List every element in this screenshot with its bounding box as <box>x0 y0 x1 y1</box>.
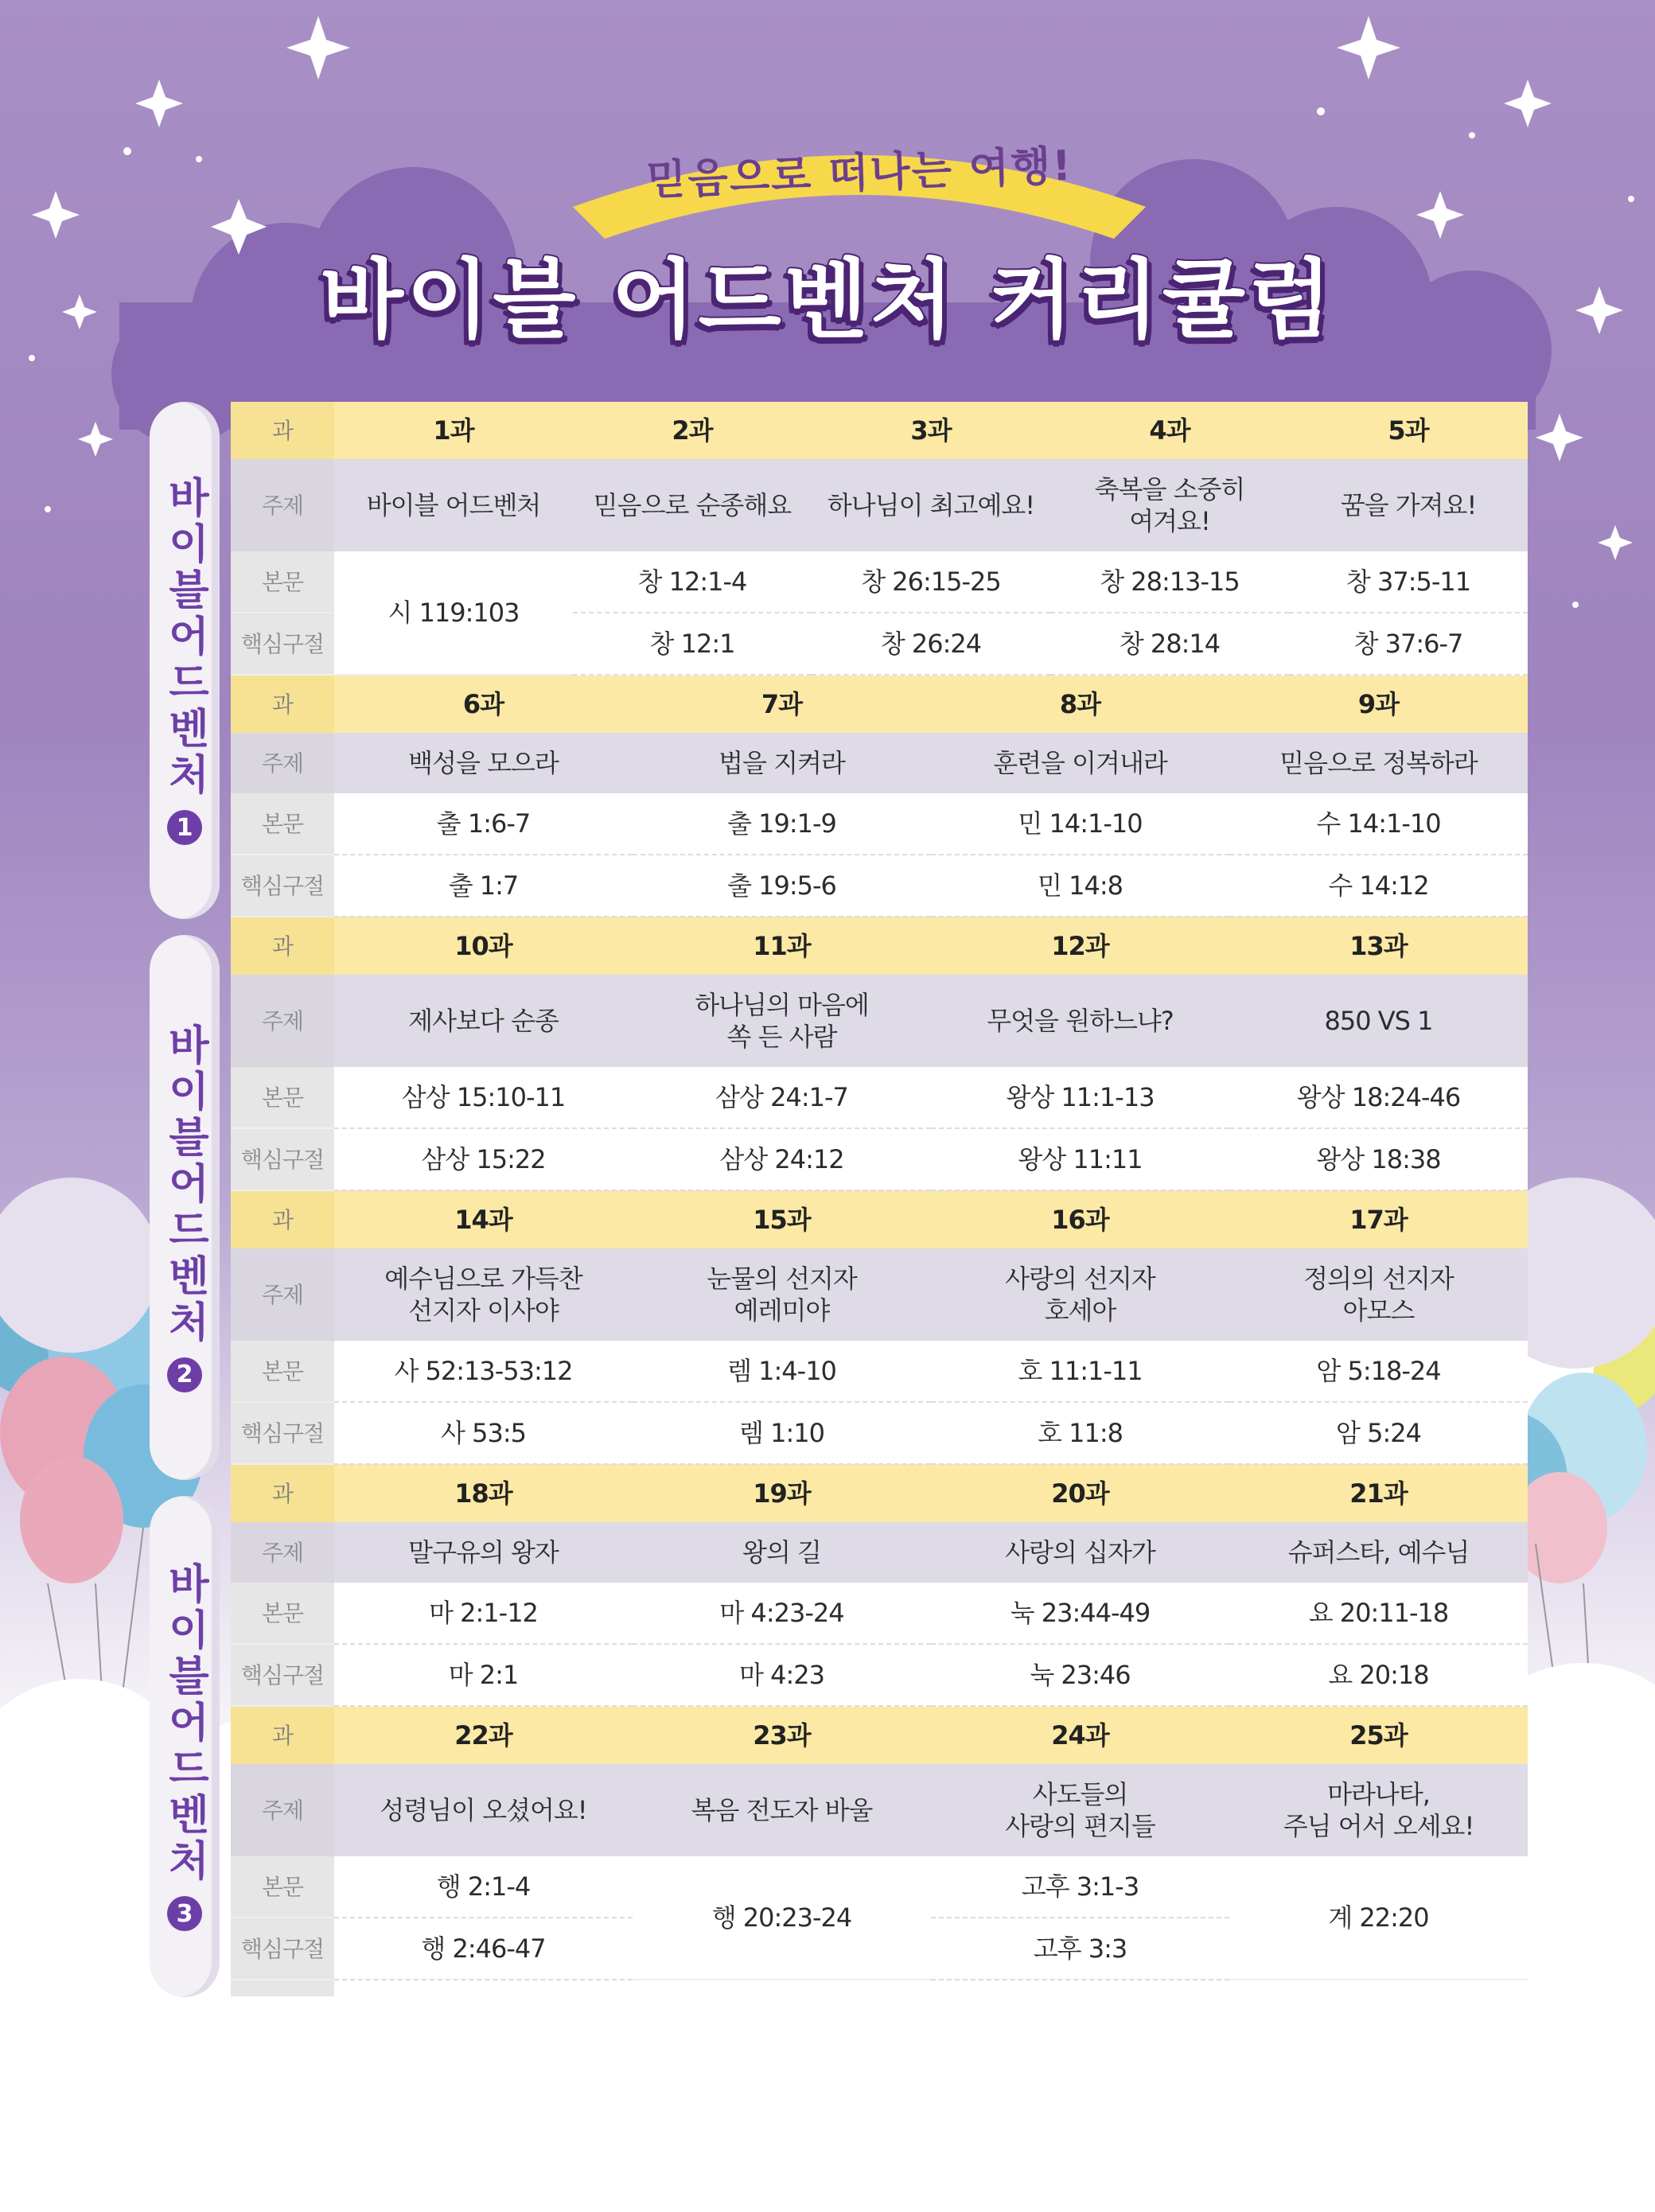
topic-row <box>231 459 1528 551</box>
lesson-row <box>231 917 1528 975</box>
lesson-number: 9과 <box>1229 676 1528 733</box>
sparkle-icon <box>135 80 183 127</box>
verse-cell: 행 2:46-47 <box>334 1918 633 1980</box>
topic-cell: 왕의 길 <box>633 1522 931 1583</box>
row-label: 본문 <box>231 793 334 855</box>
curriculum-block-1 <box>231 402 1528 676</box>
verse-cell: 마 4:23 <box>633 1644 931 1706</box>
table-footer-row <box>231 1980 1528 1996</box>
verse-cell: 요 20:18 <box>1229 1644 1528 1706</box>
side-tab-number: 2 <box>167 1357 202 1392</box>
verse-row <box>231 1644 1528 1706</box>
lesson-number: 8과 <box>931 676 1229 733</box>
lesson-number: 22과 <box>334 1707 633 1764</box>
text-cell: 창 12:1-4 <box>573 551 812 613</box>
topic-cell: 850 VS 1 <box>1229 975 1528 1067</box>
text-cell: 마 2:1-12 <box>334 1583 633 1644</box>
row-label: 본문 <box>231 1856 334 1918</box>
topic-row <box>231 975 1528 1067</box>
verse-cell: 삼상 15:22 <box>334 1128 633 1190</box>
row-label: 주제 <box>231 733 334 793</box>
lesson-number: 13과 <box>1229 917 1528 975</box>
lesson-number: 23과 <box>633 1707 931 1764</box>
text-row <box>231 1583 1528 1644</box>
side-tab-1 <box>150 402 220 919</box>
row-label: 본문 <box>231 551 334 613</box>
lesson-number: 10과 <box>334 917 633 975</box>
topic-cell: 무엇을 원하느냐? <box>931 975 1229 1067</box>
text-cell: 출 1:6-7 <box>334 793 633 855</box>
row-label: 과 <box>231 676 334 733</box>
text-row <box>231 1067 1528 1128</box>
shared-ref-cell: 계 22:20 <box>1229 1856 1528 1980</box>
topic-cell: 사랑의 선지자 호세아 <box>931 1248 1229 1341</box>
text-cell: 삼상 15:10-11 <box>334 1067 633 1128</box>
row-label: 본문 <box>231 1341 334 1402</box>
sparkle-icon <box>1504 80 1552 127</box>
topic-row <box>231 1248 1528 1341</box>
lesson-row <box>231 1707 1528 1764</box>
row-label: 핵심구절 <box>231 1128 334 1190</box>
lesson-number: 11과 <box>633 917 931 975</box>
text-cell: 요 20:11-18 <box>1229 1583 1528 1644</box>
topic-cell: 하나님이 최고예요! <box>812 459 1050 551</box>
footer-filler <box>334 1980 1528 1996</box>
row-label: 핵심구절 <box>231 1402 334 1464</box>
text-cell: 고후 3:1-3 <box>931 1856 1229 1918</box>
topic-cell: 축복을 소중히 여겨요! <box>1050 459 1289 551</box>
verse-cell: 창 12:1 <box>573 613 812 675</box>
row-label: 과 <box>231 1707 334 1764</box>
row-label: 본문 <box>231 1067 334 1128</box>
topic-row <box>231 1522 1528 1583</box>
topic-cell: 백성을 모으라 <box>334 733 633 793</box>
row-label: 핵심구절 <box>231 855 334 917</box>
row-label: 주제 <box>231 975 334 1067</box>
row-label: 핵심구절 <box>231 1918 334 1980</box>
row-label: 주제 <box>231 459 334 551</box>
lesson-number: 2과 <box>573 402 812 459</box>
sparkle-icon <box>78 422 113 457</box>
text-cell: 눅 23:44-49 <box>931 1583 1229 1644</box>
verse-cell: 사 53:5 <box>334 1402 633 1464</box>
topic-cell: 눈물의 선지자 예레미야 <box>633 1248 931 1341</box>
row-label: 핵심구절 <box>231 613 334 675</box>
lesson-number: 21과 <box>1229 1464 1528 1522</box>
verse-cell: 눅 23:46 <box>931 1644 1229 1706</box>
page-title: 바이블 어드벤처 커리큘럼 <box>320 251 1335 350</box>
topic-cell: 슈퍼스타, 예수님 <box>1229 1522 1528 1583</box>
text-cell: 왕상 11:1-13 <box>931 1067 1229 1128</box>
topic-cell: 믿음으로 정복하라 <box>1229 733 1528 793</box>
lesson-number: 5과 <box>1289 402 1528 459</box>
topic-cell: 복음 전도자 바울 <box>633 1764 931 1856</box>
topic-cell: 정의의 선지자 아모스 <box>1229 1248 1528 1341</box>
text-cell: 렘 1:4-10 <box>633 1341 931 1402</box>
text-cell: 창 26:15-25 <box>812 551 1050 613</box>
lesson-row <box>231 1190 1528 1248</box>
verse-cell: 마 2:1 <box>334 1644 633 1706</box>
verse-cell: 출 1:7 <box>334 855 633 917</box>
lesson-row <box>231 1464 1528 1522</box>
side-tab-number: 1 <box>167 810 202 845</box>
verse-cell: 호 11:8 <box>931 1402 1229 1464</box>
lesson-row <box>231 402 1528 459</box>
verse-cell: 출 19:5-6 <box>633 855 931 917</box>
banner-text: 믿음으로 떠나는 여행! <box>645 142 1074 205</box>
verse-row <box>231 855 1528 917</box>
lesson-number: 4과 <box>1050 402 1289 459</box>
lesson-number: 6과 <box>334 676 633 733</box>
verse-cell: 민 14:8 <box>931 855 1229 917</box>
lesson-number: 1과 <box>334 402 573 459</box>
lesson-number: 18과 <box>334 1464 633 1522</box>
verse-cell: 왕상 11:11 <box>931 1128 1229 1190</box>
row-label: 핵심구절 <box>231 1644 334 1706</box>
side-tab-3 <box>150 1496 220 1997</box>
text-cell: 출 19:1-9 <box>633 793 931 855</box>
text-cell: 사 52:13-53:12 <box>334 1341 633 1402</box>
row-label: 주제 <box>231 1764 334 1856</box>
lesson-number: 12과 <box>931 917 1229 975</box>
row-label-filler <box>231 1980 334 1996</box>
topic-cell: 예수님으로 가득찬 선지자 이사야 <box>334 1248 633 1341</box>
verse-row <box>231 1128 1528 1190</box>
topic-cell: 성령님이 오셨어요! <box>334 1764 633 1856</box>
lesson-number: 14과 <box>334 1190 633 1248</box>
topic-cell: 하나님의 마음에 쏙 든 사람 <box>633 975 931 1067</box>
topic-cell: 마라나타, 주님 어서 오세요! <box>1229 1764 1528 1856</box>
lesson-number: 7과 <box>633 676 931 733</box>
shared-ref-cell: 행 20:23-24 <box>633 1856 931 1980</box>
topic-cell: 말구유의 왕자 <box>334 1522 633 1583</box>
topic-cell: 바이블 어드벤처 <box>334 459 573 551</box>
text-row <box>231 1856 1528 1918</box>
lesson-number: 24과 <box>931 1707 1229 1764</box>
text-cell: 암 5:18-24 <box>1229 1341 1528 1402</box>
shared-ref-cell: 시 119:103 <box>334 551 573 675</box>
text-row <box>231 793 1528 855</box>
text-cell: 민 14:1-10 <box>931 793 1229 855</box>
topic-cell: 사도들의 사랑의 편지들 <box>931 1764 1229 1856</box>
lesson-number: 15과 <box>633 1190 931 1248</box>
row-label: 과 <box>231 402 334 459</box>
row-label: 주제 <box>231 1248 334 1341</box>
sparkle-icon <box>1536 414 1583 461</box>
verse-cell: 삼상 24:12 <box>633 1128 931 1190</box>
text-cell: 창 28:13-15 <box>1050 551 1289 613</box>
text-cell: 마 4:23-24 <box>633 1583 931 1644</box>
topic-cell: 제사보다 순종 <box>334 975 633 1067</box>
text-cell: 왕상 18:24-46 <box>1229 1067 1528 1128</box>
text-cell: 수 14:1-10 <box>1229 793 1528 855</box>
curriculum-block-last <box>231 1707 1528 1996</box>
row-label: 주제 <box>231 1522 334 1583</box>
lesson-number: 19과 <box>633 1464 931 1522</box>
lesson-number: 25과 <box>1229 1707 1528 1764</box>
side-tab-label: 바이블어드벤처 <box>161 476 208 799</box>
row-label: 과 <box>231 1190 334 1248</box>
topic-cell: 법을 지켜라 <box>633 733 931 793</box>
curriculum-blocks <box>231 676 1528 1707</box>
verse-cell: 렘 1:10 <box>633 1402 931 1464</box>
topic-cell: 훈련을 이겨내라 <box>931 733 1229 793</box>
verse-cell: 창 28:14 <box>1050 613 1289 675</box>
verse-cell: 고후 3:3 <box>931 1918 1229 1980</box>
side-tab-2 <box>150 935 220 1480</box>
side-tab-label: 바이블어드벤처 <box>161 1022 208 1346</box>
side-tab-label: 바이블어드벤처 <box>161 1562 208 1885</box>
lesson-number: 3과 <box>812 402 1050 459</box>
text-cell: 창 37:5-11 <box>1289 551 1528 613</box>
row-label: 과 <box>231 917 334 975</box>
verse-cell: 암 5:24 <box>1229 1402 1528 1464</box>
verse-cell: 창 26:24 <box>812 613 1050 675</box>
text-row <box>231 1341 1528 1402</box>
lesson-number: 16과 <box>931 1190 1229 1248</box>
side-tab-number: 3 <box>167 1896 202 1931</box>
topic-row <box>231 733 1528 793</box>
sparkle-icon <box>286 16 350 80</box>
text-row <box>231 551 1528 613</box>
sparkle-icon <box>1598 525 1633 560</box>
text-cell: 삼상 24:1-7 <box>633 1067 931 1128</box>
curriculum-table <box>231 402 1528 1996</box>
row-label: 본문 <box>231 1583 334 1644</box>
topic-cell: 꿈을 가져요! <box>1289 459 1528 551</box>
row-label: 과 <box>231 1464 334 1522</box>
sparkle-icon <box>1337 16 1400 80</box>
text-cell: 호 11:1-11 <box>931 1341 1229 1402</box>
topic-cell: 믿음으로 순종해요 <box>573 459 812 551</box>
topic-row <box>231 1764 1528 1856</box>
text-cell: 행 2:1-4 <box>334 1856 633 1918</box>
verse-cell: 왕상 18:38 <box>1229 1128 1528 1190</box>
verse-cell: 창 37:6-7 <box>1289 613 1528 675</box>
lesson-row <box>231 676 1528 733</box>
lesson-number: 17과 <box>1229 1190 1528 1248</box>
lesson-number: 20과 <box>931 1464 1229 1522</box>
verse-cell: 수 14:12 <box>1229 855 1528 917</box>
topic-cell: 사랑의 십자가 <box>931 1522 1229 1583</box>
verse-row <box>231 1402 1528 1464</box>
